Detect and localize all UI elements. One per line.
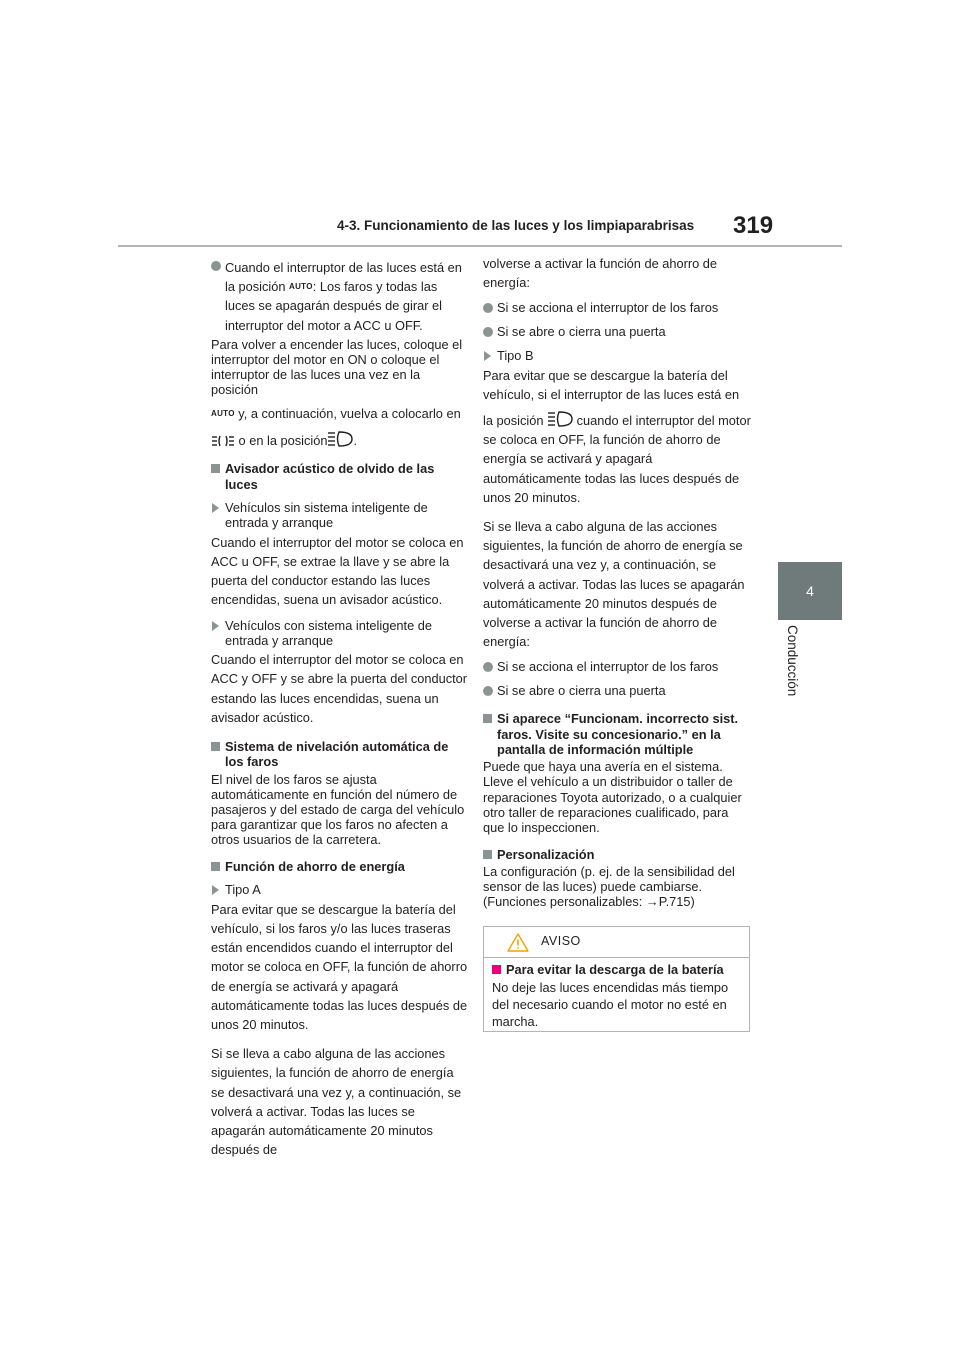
paragraph: Si se lleva a cabo alguna de las acciones siguientes, la función de ahorro de energía se desactivará una vez y, a continuación, se volverá a activar. Todas las luces se apagarán automáticamente 20 minutos después de volverse a activar la función de ahorro de energía: bbox=[483, 519, 745, 650]
auto-icon: AUTO bbox=[211, 409, 235, 419]
paragraph: Para evitar que se descargue la batería del vehículo, si el interruptor de las luces está en bbox=[483, 367, 740, 402]
paragraph: Puede que haya una avería en el sistema. Lleve el vehículo a un distribuidor o taller de reparaciones Toyota autorizado, o a cualquier otro taller de reparaciones cualificado, para que lo inspeccionen. bbox=[483, 759, 742, 835]
paragraph: la posición cuando el interruptor del motor se coloca en OFF, la función de ahorro de energía se activará y apagará automáticamente todas las luces después de unos 20 minutos. bbox=[483, 410, 751, 507]
list-item: Si se abre o cierra una puerta bbox=[483, 324, 751, 340]
tail-light-icon bbox=[211, 434, 235, 448]
header-rule bbox=[118, 245, 842, 247]
chapter-label: Conducción bbox=[785, 625, 800, 697]
paragraph: volverse a activar la función de ahorro de energía: bbox=[483, 256, 718, 291]
paragraph: AUTO y, a continuación, vuelva a colocarlo en bbox=[211, 406, 461, 422]
arrow-item: Tipo B bbox=[483, 348, 751, 363]
chapter-label-box bbox=[764, 625, 824, 710]
arrow-item: Vehículos con sistema inteligente de entrada y arranque bbox=[211, 618, 469, 649]
section-title: 4-3. Funcionamiento de las luces y los limpiaparabrisas bbox=[337, 218, 695, 233]
section-heading: Sistema de nivelación automática de los faros bbox=[211, 739, 469, 770]
section-heading: Avisador acústico de olvido de las luces bbox=[211, 461, 469, 492]
paragraph: El nivel de los faros se ajusta automáticamente en función del número de pasajeros y del estado de carga del vehículo para garantizar que los faros no afecten a otros usuarios de la carretera. bbox=[211, 771, 465, 848]
paragraph: o en la posición . bbox=[211, 430, 469, 449]
arrow-item: Tipo A bbox=[211, 882, 469, 897]
headlight-icon bbox=[547, 410, 573, 428]
section-heading: Personalización bbox=[483, 847, 751, 862]
left-column bbox=[211, 254, 469, 1159]
auto-icon: AUTO bbox=[289, 282, 313, 292]
paragraph: Si se lleva a cabo alguna de las acciones siguientes, la función de ahorro de energía se desactivará una vez y, a continuación, se volverá a activar. Todas las luces se apagarán automáticamente 20 minutos después de bbox=[211, 1046, 462, 1158]
notice-title: AVISO bbox=[541, 934, 581, 948]
warning-triangle-icon bbox=[507, 933, 529, 952]
page-number: 319 bbox=[733, 212, 774, 239]
list-item: Si se acciona el interruptor de los faros bbox=[483, 659, 751, 675]
headlight-icon bbox=[327, 430, 353, 448]
section-heading: Si aparece “Funcionam. incorrecto sist. faros. Visite su concesionario.” en la pantalla de información múltiple bbox=[483, 711, 751, 757]
paragraph: Cuando el interruptor del motor se coloca en ACC u OFF, se extrae la llave y se abre la puerta del conductor estando las luces encendidas, suena un avisador acústico. bbox=[211, 534, 464, 608]
chapter-tab bbox=[778, 562, 842, 620]
arrow-item: Vehículos sin sistema inteligente de entrada y arranque bbox=[211, 500, 469, 531]
list-item: Si se abre o cierra una puerta bbox=[483, 683, 751, 699]
notice-box bbox=[483, 926, 750, 1032]
right-column bbox=[483, 254, 751, 909]
notice-heading: Para evitar la descarga de la batería bbox=[492, 962, 742, 977]
notice-body bbox=[484, 958, 749, 1030]
paragraph: Cuando el interruptor del motor se coloca en ACC y OFF y se abre la puerta del conductor estando las luces encendidas, suena un avisador acústico. bbox=[211, 652, 468, 725]
paragraph: La configuración (p. ej. de la sensibilidad del sensor de las luces) puede cambiarse. (Funciones personalizables: →P.715) bbox=[483, 864, 735, 910]
paragraph: Para volver a encender las luces, coloque el interruptor del motor en ON o coloque el interruptor de las luces una vez en la posición bbox=[211, 336, 463, 398]
section-heading: Función de ahorro de energía bbox=[211, 859, 469, 874]
list-item: Si se acciona el interruptor de los faros bbox=[483, 300, 751, 316]
list-item: Cuando el interruptor de las luces está en la posición AUTO: Los faros y todas las luces se apagarán después de girar el interruptor del motor a ACC u OFF. bbox=[211, 258, 469, 335]
notice-header bbox=[484, 927, 749, 958]
chapter-number: 4 bbox=[806, 583, 814, 599]
notice-text: No deje las luces encendidas más tiempo del necesario cuando el motor no esté en marcha. bbox=[492, 980, 729, 1029]
paragraph: Para evitar que se descargue la batería del vehículo, si los faros y/o las luces traseras están encendidos cuando el interruptor del motor se coloca en OFF, la función de ahorro de energía se activará y apagará automáticamente todas las luces después de unos 20 minutos. bbox=[211, 901, 468, 1032]
